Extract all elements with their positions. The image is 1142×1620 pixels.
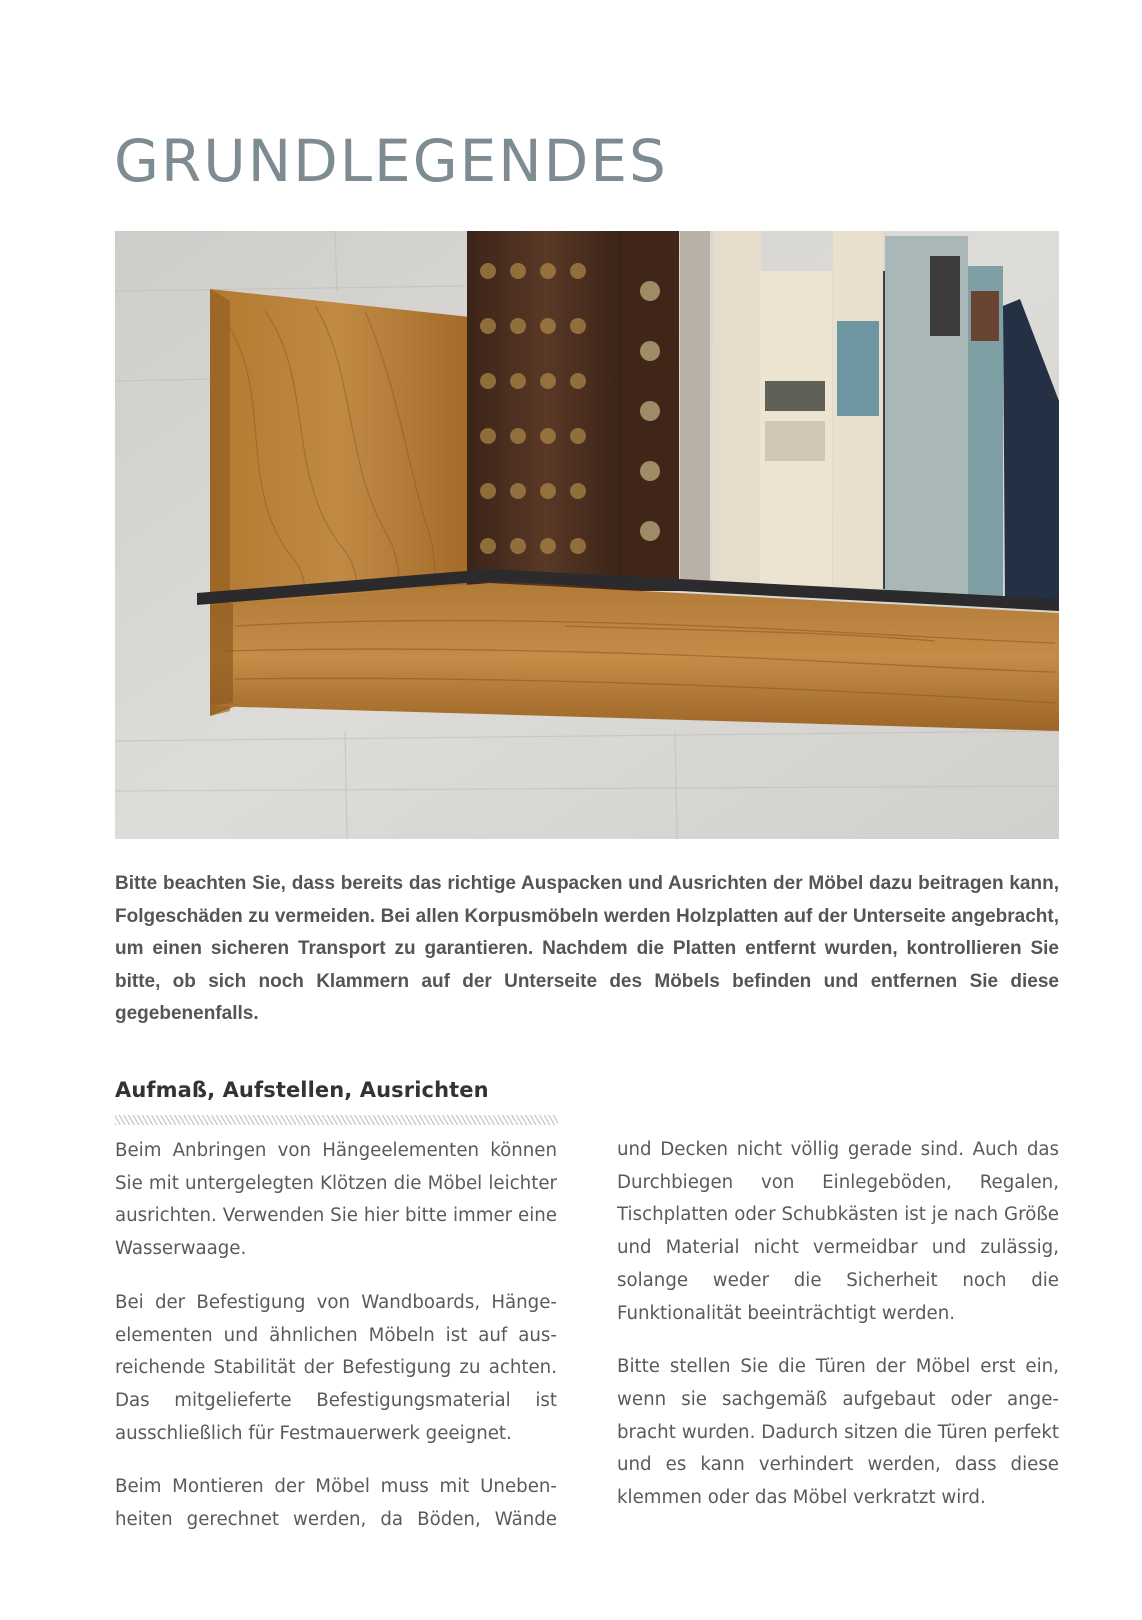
paragraph: Beim Anbringen von Hängeelementen können Sie mit untergelegten Klötzen die Möbel leichter ausrichten. Verwenden Sie hier bitte immer eine Wasserwaage. xyxy=(115,1140,557,1260)
paragraph: Bitte stellen Sie die Türen der Möbel erst ein, wenn sie sachgemäß aufgebaut oder angebracht wurden. Dadurch sitzen die Türen perfekt und es kann verhindert werden, dass diese klemmen oder das Möbel verkratzt wird. xyxy=(617,1356,1059,1509)
section-heading: Aufmaß, Aufstellen, Ausrichten xyxy=(115,1078,489,1102)
paragraph: Bei der Befestigung von Wandboards, Hängeelementen und ähnlichen Möbeln ist auf ausreichende Stabilität der Befestigung zu achten. Das mitgelieferte Befestigungsmaterial ist ausschließlich für Festmauerwerk geeignet. xyxy=(115,1291,557,1444)
book-grey xyxy=(680,231,710,591)
book-leather-1 xyxy=(467,231,622,591)
intro-paragraph: Bitte beachten Sie, dass bereits das richtige Auspacken und Ausrichten der Möbel dazu beitragen kann, Folgeschäden zu vermeiden. Bei allen Korpusmöbeln werden Holzplatten auf der Unterseite angebracht, um einen sicheren Transport zu garantieren. Nachdem die Platten entfernt wurden, kontrollieren Sie bitte, ob sich noch Klammern auf der Unterseite des Möbels befinden und entfernen Sie diese gegebenenfalls. xyxy=(115,873,1059,1024)
page-title: GRUNDLEGENDES xyxy=(114,127,668,195)
left-column xyxy=(115,1135,557,1558)
paragraph: Beim Montieren der Möbel muss mit Unebenheiten gerechnet werden, da Böden, Wände xyxy=(115,1476,557,1531)
section-divider xyxy=(115,1115,558,1125)
book-cream-1 xyxy=(713,231,761,591)
shelf-photo xyxy=(115,231,1059,839)
paragraph: und Decken nicht völlig gerade sind. Auch das Durchbiegen von Einlegeböden, Regalen, Tischplatten oder Schubkästen ist je nach Größe und Material nicht vermeidbar und zulässig, solange weder die Sicherheit noch die Funktionalität beeinträchtigt werden. xyxy=(617,1139,1059,1324)
right-column xyxy=(617,1134,1059,1536)
